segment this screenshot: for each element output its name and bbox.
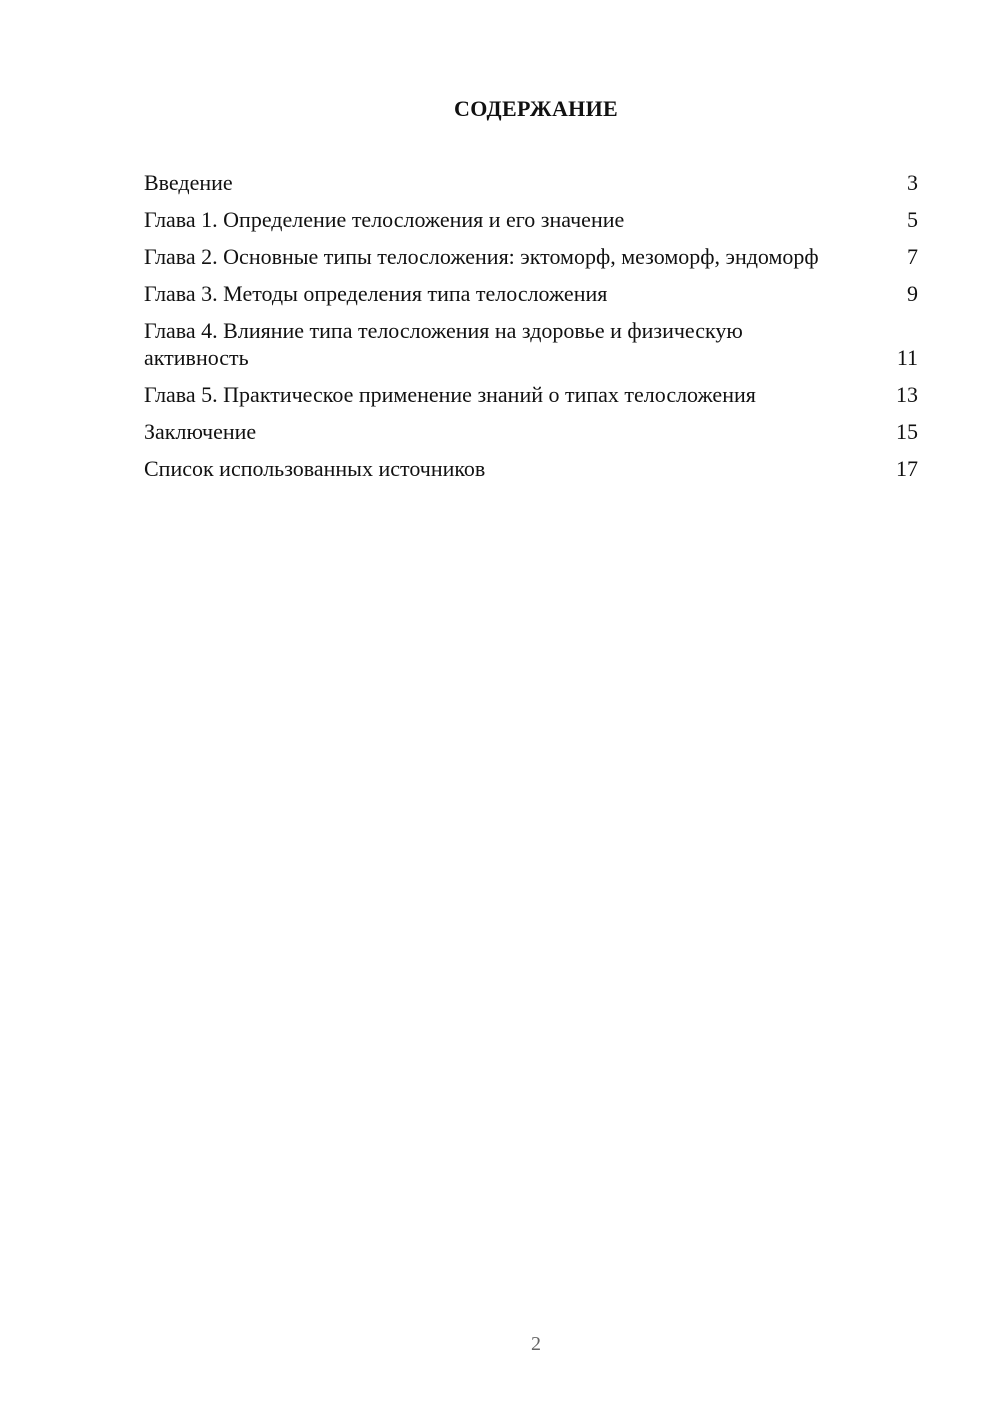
toc-entry-title: Список использованных источников xyxy=(144,456,486,481)
toc-entry-page: 15 xyxy=(896,419,918,444)
toc-entry-title: Введение xyxy=(144,170,233,195)
toc-entry[interactable] xyxy=(144,317,918,371)
toc-entry-page: 5 xyxy=(907,207,918,232)
toc-heading-text: СОДЕРЖАНИЕ xyxy=(454,96,618,121)
toc-entry[interactable] xyxy=(144,381,918,408)
toc-entry-page: 3 xyxy=(907,170,918,195)
toc-entry[interactable] xyxy=(144,243,918,270)
toc-heading xyxy=(0,96,1000,122)
toc-entry-page: 17 xyxy=(896,456,918,481)
toc-entry-title: Заключение xyxy=(144,419,257,444)
toc-entry[interactable] xyxy=(144,455,918,482)
toc-entry[interactable] xyxy=(144,169,918,196)
toc-entry-title: Глава 1. Определение телосложения и его значение xyxy=(144,207,625,232)
page-number-text: 2 xyxy=(531,1333,541,1355)
toc-entry-title: Глава 5. Практическое применение знаний о типах телосложения xyxy=(144,382,756,407)
toc-entry[interactable] xyxy=(144,280,918,307)
toc-entry-title: Глава 3. Методы определения типа телосложения xyxy=(144,281,608,306)
toc-entry-page: 9 xyxy=(907,281,918,306)
toc-entry[interactable] xyxy=(144,418,918,445)
page-number xyxy=(0,1333,1000,1356)
table-of-contents xyxy=(144,169,918,492)
toc-entry-page: 11 xyxy=(896,345,918,370)
toc-entry-page: 7 xyxy=(907,244,918,269)
toc-entry-page: 13 xyxy=(896,382,918,407)
toc-entry[interactable] xyxy=(144,206,918,233)
toc-entry-title: Глава 4. Влияние типа телосложения на здоровье и физическую активность xyxy=(144,318,743,370)
toc-entry-title: Глава 2. Основные типы телосложения: эктоморф, мезоморф, эндоморф xyxy=(144,244,819,269)
